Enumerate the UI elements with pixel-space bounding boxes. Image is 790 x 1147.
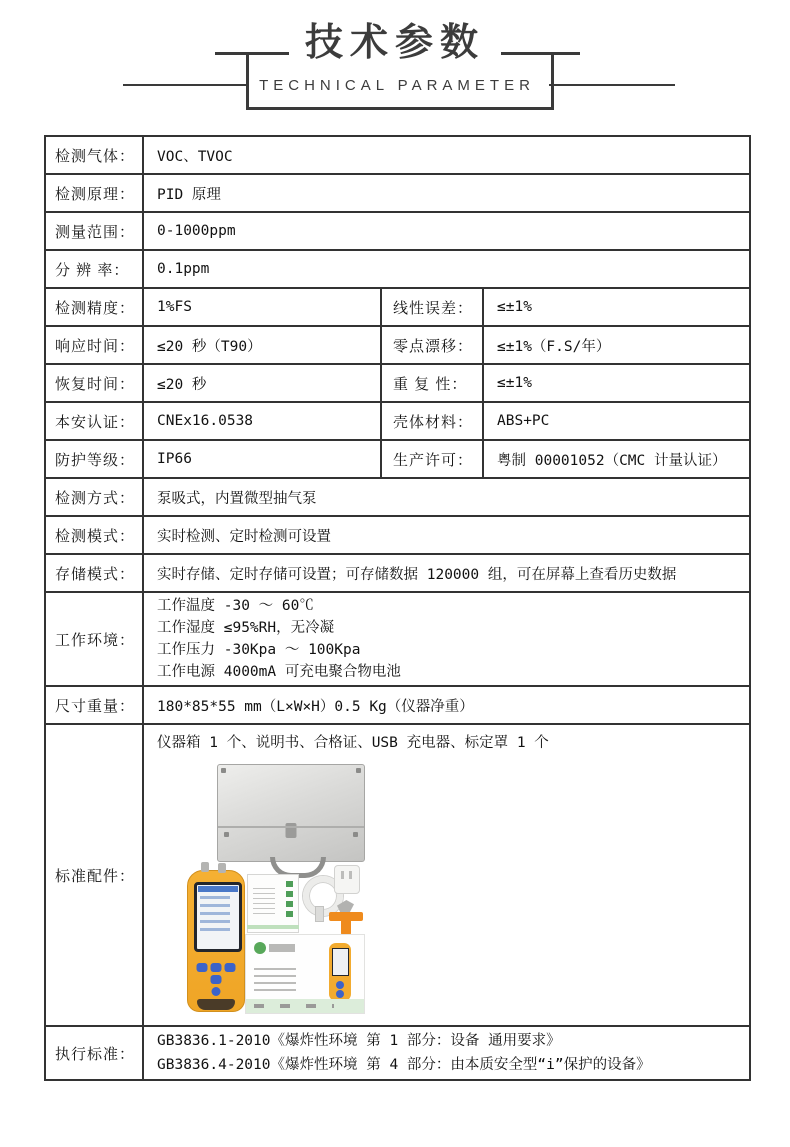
- spec-label: 标准配件：: [55, 867, 136, 885]
- spec-row: [46, 211, 749, 249]
- product-box: [245, 934, 365, 1014]
- page-title-wrap: [0, 20, 790, 66]
- spec-value: ≤±1%（F.S/年）: [482, 327, 749, 363]
- spec-row: [46, 1025, 749, 1079]
- page-title: 技术参数: [289, 20, 501, 66]
- spec-label: 尺寸重量：: [55, 697, 136, 715]
- spec-row: [46, 287, 749, 325]
- spec-label: 测量范围：: [55, 223, 136, 241]
- spec-table: [44, 135, 751, 1081]
- spec-label: 壳体材料：: [380, 403, 482, 439]
- page-subtitle: TECHNICAL PARAMETER: [259, 77, 535, 94]
- spec-value-multiline: [142, 593, 749, 685]
- spec-value: 180*85*55 mm（L×W×H）0.5 Kg（仪器净重）: [142, 687, 749, 723]
- spec-label: 存储模式：: [55, 565, 136, 583]
- spec-value-line: 工作湿度 ≤95%RH，无冷凝: [157, 620, 335, 636]
- spec-value: 实时检测、定时检测可设置: [142, 517, 749, 553]
- case-rivet: [353, 832, 358, 837]
- spec-row: [46, 325, 749, 363]
- accessories-cell: [142, 725, 749, 1025]
- spec-value-line: GB3836.4-2010《爆炸性环境 第 4 部分：由本质安全型“i”保护的设备》: [157, 1057, 651, 1073]
- spec-label: 执行标准：: [55, 1045, 136, 1063]
- spec-row: [46, 553, 749, 591]
- spec-label: 检测原理：: [55, 185, 136, 203]
- spec-label: 防护等级：: [55, 451, 136, 469]
- spec-row: [46, 137, 749, 173]
- spec-row: [46, 685, 749, 723]
- header-right-rule: [549, 84, 675, 86]
- header-left-rule: [123, 84, 246, 86]
- case-latch: [286, 823, 297, 838]
- case-rivet: [221, 768, 226, 773]
- spec-label: 工作环境：: [55, 631, 136, 649]
- box-green-band: [246, 999, 364, 1013]
- spec-row: [46, 173, 749, 211]
- spec-label: 检测精度：: [55, 299, 136, 317]
- spec-label: 恢复时间：: [55, 375, 136, 393]
- spec-row: [46, 477, 749, 515]
- spec-label: 响应时间：: [55, 337, 136, 355]
- box-text-lines: [254, 963, 296, 991]
- spec-row: [46, 249, 749, 287]
- spec-row: [46, 591, 749, 685]
- spec-label: 重 复 性：: [380, 365, 482, 401]
- device-buttons: [211, 963, 222, 972]
- spec-value: 实时存储、定时存储可设置；可存储数据 120000 组，可在屏幕上查看历史数据: [142, 555, 749, 591]
- spec-value: 0-1000ppm: [142, 213, 749, 249]
- box-device-picture: [329, 943, 351, 1001]
- spec-value-line: 工作压力 -30Kpa ～ 100Kpa: [157, 642, 361, 658]
- spec-label: 检测方式：: [55, 489, 136, 507]
- spec-label: 生产许可：: [380, 441, 482, 477]
- spec-value: IP66: [142, 441, 380, 477]
- aluminum-case: [217, 764, 365, 862]
- calibration-tee-cap: [329, 912, 363, 921]
- spec-label: 零点漂移：: [380, 327, 482, 363]
- brand-logo: [254, 942, 266, 954]
- spec-value: ABS+PC: [482, 403, 749, 439]
- spec-value: ≤20 秒（T90）: [142, 327, 380, 363]
- spec-value: CNEx16.0538: [142, 403, 380, 439]
- device-screen: [194, 882, 242, 952]
- spec-value: ≤±1%: [482, 365, 749, 401]
- spec-row: [46, 363, 749, 401]
- gas-detector-device: [187, 870, 245, 1012]
- spec-value: 0.1ppm: [142, 251, 749, 287]
- spec-label: 分 辨 率：: [55, 261, 130, 279]
- spec-row: [46, 439, 749, 477]
- manual-green-band: [247, 925, 299, 929]
- device-base: [197, 999, 235, 1010]
- spec-value: VOC、TVOC: [142, 137, 749, 173]
- product-photo: [183, 762, 413, 1012]
- spec-row: [46, 515, 749, 553]
- case-rivet: [356, 768, 361, 773]
- spec-value: 粤制 00001052（CMC 计量认证）: [482, 441, 749, 477]
- spec-value-multiline: [142, 1027, 749, 1079]
- spec-value: ≤±1%: [482, 289, 749, 325]
- spec-value-line: 工作电源 4000mA 可充电聚合物电池: [157, 664, 401, 680]
- spec-label: 线性误差：: [380, 289, 482, 325]
- charger-plug: [334, 865, 360, 894]
- case-rivet: [224, 832, 229, 837]
- spec-value: ≤20 秒: [142, 365, 380, 401]
- spec-value: PID 原理: [142, 175, 749, 211]
- spec-value-line: 工作温度 -30 ～ 60℃: [157, 598, 314, 614]
- spec-row: [46, 401, 749, 439]
- spec-label: 检测气体：: [55, 147, 136, 165]
- accessories-text: 仪器箱 1 个、说明书、合格证、USB 充电器、标定罩 1 个: [157, 735, 549, 751]
- spec-label: 检测模式：: [55, 527, 136, 545]
- spec-value-line: GB3836.1-2010《爆炸性环境 第 1 部分：设备 通用要求》: [157, 1033, 561, 1049]
- spec-row: [46, 723, 749, 1025]
- device-round-button: [212, 987, 221, 996]
- spec-value: 泵吸式，内置微型抽气泵: [142, 479, 749, 515]
- spec-value: 1%FS: [142, 289, 380, 325]
- spec-label: 本安认证：: [55, 413, 136, 431]
